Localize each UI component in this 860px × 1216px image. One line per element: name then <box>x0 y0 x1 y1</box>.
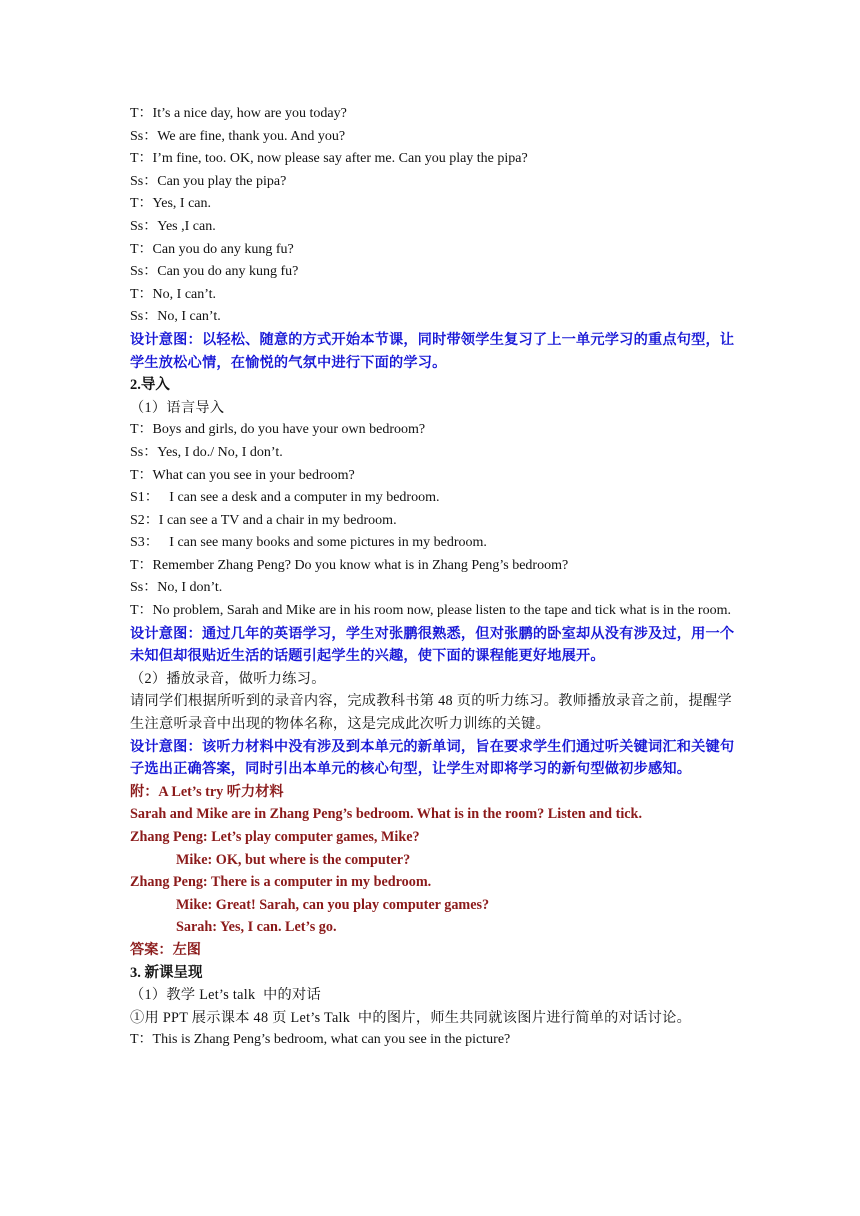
dialogue-line: T：What can you see in your bedroom? <box>130 467 355 483</box>
design-intent-2: 设计意图：通过几年的英语学习，学生对张鹏很熟悉，但对张鹏的卧室却从没有涉及过，用一个未知但却很贴近生活的话题引起学生的兴趣，使下面的课程能更好地展开。 <box>130 625 735 665</box>
dialogue-line: Ss：Can you do any kung fu? <box>130 264 299 280</box>
script-line: Zhang Peng: There is a computer in my bedroom. <box>130 874 432 891</box>
dialogue-line: S1： I can see a desk and a computer in my bedroom. <box>130 490 440 506</box>
dialogue-line: T：Boys and girls, do you have your own bedroom? <box>130 422 426 438</box>
dialogue-line: T：No, I can’t. <box>130 286 217 302</box>
dialogue-line: Ss：No, I can’t. <box>130 309 221 325</box>
subsection-2-title: （2）播放录音，做听力练习。 <box>130 670 326 687</box>
appendix-title: 附：A Let’s try 听力材料 <box>130 783 284 800</box>
script-line: Sarah: Yes, I can. Let’s go. <box>176 919 337 936</box>
dialogue-line: T：This is Zhang Peng’s bedroom, what can you see in the picture? <box>130 1032 511 1048</box>
dialogue-line: T：I’m fine, too. OK, now please say after me. Can you play the pipa? <box>130 151 528 167</box>
subsection-3-title: （1）教学 Let’s talk 中的对话 <box>130 987 322 1004</box>
dialogue-line: T：Can you do any kung fu? <box>130 241 294 257</box>
script-line: Mike: OK, but where is the computer? <box>176 851 411 868</box>
section-2-title: 2.导入 <box>130 377 170 394</box>
script-line: Zhang Peng: Let’s play computer games, Mike? <box>130 829 420 845</box>
dialogue-warmup <box>130 103 736 329</box>
subsection-1-title: （1）语言导入 <box>130 399 225 416</box>
dialogue-line: Ss：No, I don’t. <box>130 580 223 596</box>
answer-line: 答案：左图 <box>130 941 201 958</box>
dialogue-line: Ss：We are fine, thank you. And you? <box>130 128 346 144</box>
listening-script <box>130 803 736 939</box>
step-1-text: ①用 PPT 展示课本 48 页 Let’s Talk 中的图片，师生共同就该图片进行简单的对话讨论。 <box>130 1009 692 1026</box>
design-intent-1: 设计意图：以轻松、随意的方式开始本节课，同时带领学生复习了上一单元学习的重点句型，让学生放松心情，在愉悦的气氛中进行下面的学习。 <box>130 331 735 371</box>
script-line: Mike: Great! Sarah, can you play computer games? <box>176 896 490 913</box>
dialogue-line: T：No problem, Sarah and Mike are in his room now, please listen to the tape and tick what is in the room. <box>130 603 731 619</box>
dialogue-line: S3： I can see many books and some pictures in my bedroom. <box>130 535 487 551</box>
dialogue-line: T：Remember Zhang Peng? Do you know what is in Zhang Peng’s bedroom? <box>130 557 569 573</box>
dialogue-line: Ss：Yes ,I can. <box>130 218 216 234</box>
dialogue-line: Ss：Can you play the pipa? <box>130 173 287 189</box>
section-3-title: 3. 新课呈现 <box>130 964 203 981</box>
design-intent-3: 设计意图：该听力材料中没有涉及到本单元的新单词，旨在要求学生们通过听关键词汇和关键句子选出正确答案，同时引出本单元的核心句型，让学生对即将学习的新句型做初步感知。 <box>130 738 735 778</box>
dialogue-line: Ss：Yes, I do./ No, I don’t. <box>130 444 283 460</box>
listening-paragraph: 请同学们根据所听到的录音内容，完成教科书第 48 页的听力练习。教师播放录音之前，提醒学生注意听录音中出现的物体名称，这是完成此次听力训练的关键。 <box>130 693 732 733</box>
script-line: Sarah and Mike are in Zhang Peng’s bedroom. What is in the room? Listen and tick. <box>130 806 642 823</box>
dialogue-line: T：Yes, I can. <box>130 196 212 212</box>
dialogue-line: T：It’s a nice day, how are you today? <box>130 106 347 121</box>
document-page <box>130 103 736 1052</box>
dialogue-lead-in <box>130 419 736 622</box>
dialogue-line: S2：I can see a TV and a chair in my bedroom. <box>130 512 397 528</box>
